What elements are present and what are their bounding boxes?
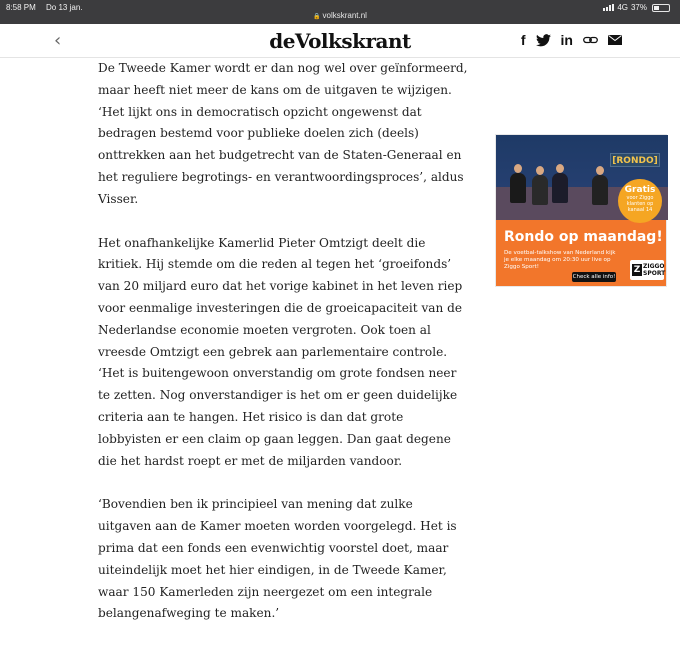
facebook-icon[interactable]: f	[520, 32, 526, 48]
signal-icon	[603, 4, 614, 11]
ad-person	[532, 175, 548, 205]
battery-label: 37%	[630, 3, 647, 12]
lock-icon: 🔒	[313, 14, 321, 20]
site-logo[interactable]: deVolkskrant	[269, 29, 411, 53]
battery-fill	[654, 6, 659, 10]
address-bar[interactable]	[0, 11, 680, 20]
ad-cta-button[interactable]: Check alle info!	[572, 274, 616, 280]
back-button[interactable]: ‹	[54, 30, 62, 51]
article-body	[98, 58, 468, 647]
ad-person-head	[536, 166, 544, 175]
ziggo-logo-icon: Z	[633, 265, 641, 275]
linkedin-icon[interactable]: in	[560, 32, 573, 48]
mail-icon[interactable]	[608, 35, 622, 45]
advertisement-banner[interactable]	[495, 134, 667, 287]
status-time: 8:58 PM	[6, 3, 36, 12]
link-icon[interactable]	[583, 35, 598, 45]
battery-icon	[652, 4, 670, 12]
ziggo-sport-logo	[630, 260, 664, 280]
status-bar	[0, 0, 680, 24]
address-url: volkskrant.nl	[322, 11, 367, 20]
status-right	[603, 3, 670, 12]
ad-copy: De voetbal-talkshow van Nederland kijk je elke maandag om 20:30 uur live op Ziggo Sport!	[504, 250, 616, 270]
article-paragraph: Het onafhankelijke Kamerlid Pieter Omtzigt deelt die kritiek. Hij stemde om die reden al tegen het ‘groeifonds’ van 20 miljard euro dat het vorige kabinet in het leven riep voor eenmalige investeringen die de groeicapaciteit van de Nederlandse economie moeten vergroten. Ook toen al vreesde Omtzigt een gebrek aan parlementaire controle. ‘Het is buitengewoon onverstandig om grote fondsen neer te zetten. Nog onverstandiger is het om er geen duidelijke criteria aan te hangen. Het risico is dan dat grote lobbyisten er een claim op gaan leggen. Dan gaat degene die het hardst roept er met de miljarden vandoor.	[98, 235, 463, 468]
ad-person	[510, 173, 526, 203]
ad-person-head	[556, 164, 564, 173]
ad-person	[552, 173, 568, 203]
article-paragraph: De Tweede Kamer wordt er dan nog wel over geïnformeerd, maar heeft niet meer de kans om de uitgaven te wijzigen. ‘Het lijkt ons in democratisch opzicht ongewenst dat bedragen bestemd voor publieke doelen zich (deels) onttrekken aan het budgetrecht van de Staten-Generaal en het reguliere begrotings- en verantwoordingsproces’, aldus Visser.	[98, 61, 468, 206]
ad-show-sign: [RONDO]	[610, 153, 660, 167]
status-date: Do 13 jan.	[46, 3, 83, 12]
ad-badge-title: Gratis	[624, 185, 656, 195]
twitter-icon[interactable]	[536, 34, 551, 47]
ziggo-logo-text: ZIGGO SPORT	[643, 263, 666, 277]
ad-headline: Rondo op maandag!	[504, 229, 663, 245]
ad-free-badge	[618, 179, 662, 223]
ad-person-head	[596, 166, 604, 175]
ad-badge-text: voor Ziggo klanten op kanaal 14	[626, 195, 654, 213]
share-bar	[521, 32, 622, 48]
ad-person	[592, 175, 608, 205]
article-paragraph: ‘Bovendien ben ik principieel van mening dat zulke uitgaven aan de Kamer moeten worden voorgelegd. Het is prima dat een fonds een evenwichtig voorstel doet, maar uiteindelijk moet het hier eindigen, in de Tweede Kamer, waar 150 Kamerleden zijn neergezet om een integrale belangenafweging te maken.’	[98, 497, 457, 621]
ad-person-head	[514, 164, 522, 173]
network-label: 4G	[617, 3, 628, 12]
site-header	[0, 24, 680, 58]
